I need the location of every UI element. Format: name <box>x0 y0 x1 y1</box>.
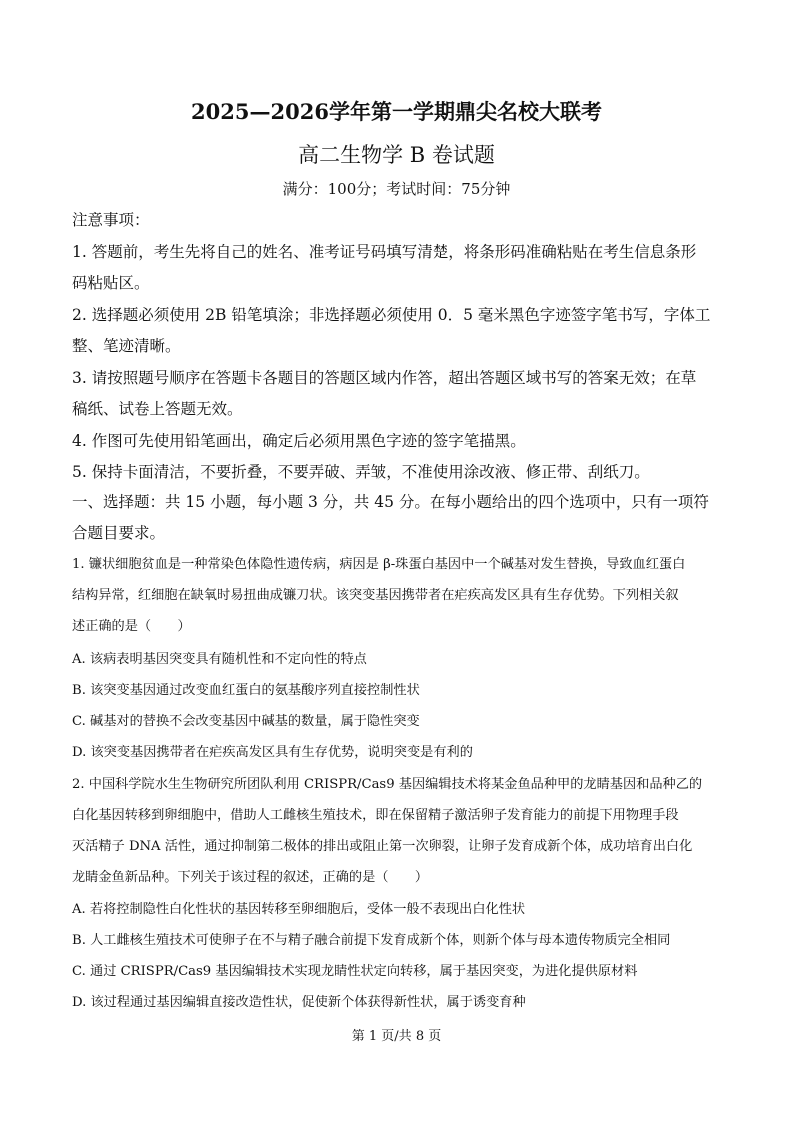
question-1-option-b: B. 该突变基因通过改变血红蛋白的氨基酸序列直接控制性状 <box>72 683 420 698</box>
notice-line: 4. 作图可先使用铅笔画出，确定后必须用黑色字迹的签字笔描黑。 <box>72 432 526 450</box>
section-heading: 一、选择题：共 15 小题，每小题 3 分，共 45 分。在每小题给出的四个选项中，只有一项符 <box>72 493 709 511</box>
question-1-stem: 1. 镰状细胞贫血是一种常染色体隐性遗传病，病因是 β-珠蛋白基因中一个碱基对发生替换，导致血红蛋白 <box>72 557 686 572</box>
question-2-option-c: C. 通过 CRISPR/Cas9 基因编辑技术实现龙睛性状定向转移，属于基因突变，为进化提供原材料 <box>72 964 638 979</box>
notice-line: 2. 选择题必须使用 2B 铅笔填涂；非选择题必须使用 0．5 毫米黑色字迹签字笔书写，字体工 <box>72 306 711 324</box>
notice-line: 稿纸、试卷上答题无效。 <box>72 400 243 418</box>
question-1-option-c: C. 碱基对的替换不会改变基因中碱基的数量，属于隐性突变 <box>72 714 420 729</box>
notice-line: 码粘贴区。 <box>72 274 150 292</box>
question-2-stem: 白化基因转移到卵细胞中，借助人工雌核生殖技术，即在保留精子激活卵子发育能力的前提下用物理手段 <box>72 808 679 823</box>
notice-line: 3. 请按照题号顺序在答题卡各题目的答题区域内作答，超出答题区域书写的答案无效；在草 <box>72 369 697 387</box>
exam-title: 2025—2026学年第一学期鼎尖名校大联考 <box>191 99 602 124</box>
page-number: 第 1 页/共 8 页 <box>351 1029 442 1044</box>
section-heading-cont: 合题目要求。 <box>72 524 166 542</box>
question-2-option-b: B. 人工雌核生殖技术可使卵子在不与精子融合前提下发育成新个体，则新个体与母本遗传物质完全相同 <box>72 933 671 948</box>
question-2-stem: 灭活精子 DNA 活性，通过抑制第二极体的排出或阻止第一次卵裂，让卵子发育成新个体，成功培育出白化 <box>72 839 693 854</box>
question-1-option-d: D. 该突变基因携带者在疟疾高发区具有生存优势，说明突变是有利的 <box>72 745 473 760</box>
exam-subtitle: 高二生物学 B 卷试题 <box>298 143 495 167</box>
question-1-option-a: A. 该病表明基因突变具有随机性和不定向性的特点 <box>72 652 367 667</box>
question-2-option-d: D. 该过程通过基因编辑直接改造性状，促使新个体获得新性状，属于诱变育种 <box>72 995 526 1010</box>
question-1-stem: 述正确的是（ ） <box>72 619 191 634</box>
question-2-stem: 龙睛金鱼新品种。下列关于该过程的叙述，正确的是（ ） <box>72 870 429 885</box>
question-2-option-a: A. 若将控制隐性白化性状的基因转移至卵细胞后，受体一般不表现出白化性状 <box>72 902 526 917</box>
notice-line: 1. 答题前，考生先将自己的姓名、准考证号码填写清楚，将条形码准确粘贴在考生信息条形 <box>72 243 697 261</box>
notice-line: 整、笔迹清晰。 <box>72 337 181 355</box>
exam-info: 满分：100分；考试时间：75分钟 <box>282 180 511 198</box>
question-2-stem: 2. 中国科学院水生生物研究所团队利用 CRISPR/Cas9 基因编辑技术将某金鱼品种甲的龙睛基因和品种乙的 <box>72 777 703 792</box>
question-1-stem: 结构异常，红细胞在缺氧时易扭曲成镰刀状。该突变基因携带者在疟疾高发区具有生存优势。下列相关叙 <box>72 588 679 603</box>
notice-heading: 注意事项： <box>72 211 150 229</box>
notice-line: 5. 保持卡面清洁，不要折叠，不要弄破、弄皱，不准使用涂改液、修正带、刮纸刀。 <box>72 463 650 481</box>
